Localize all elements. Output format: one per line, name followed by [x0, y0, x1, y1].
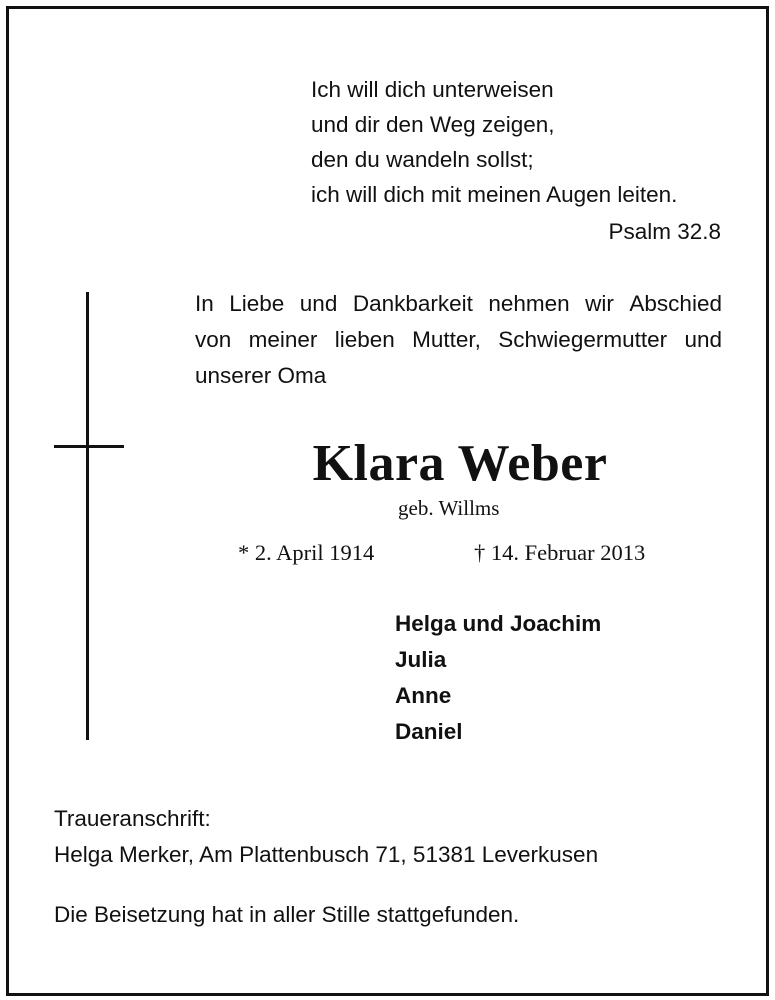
verse-line: und dir den Weg zeigen,: [311, 112, 555, 137]
address-label: Traueranschrift:: [54, 806, 211, 831]
intro-line-2: [195, 322, 722, 358]
intro-word: nehmen: [488, 291, 570, 316]
intro-word: lieben: [334, 327, 395, 352]
intro-word: Mutter,: [412, 327, 481, 352]
intro-word: meiner: [248, 327, 318, 352]
intro-text: [195, 286, 722, 394]
mourner: Daniel: [395, 719, 463, 744]
intro-word: Abschied: [629, 291, 722, 316]
burial-note: Die Beisetzung hat in aller Stille stattgefunden.: [54, 902, 520, 927]
verse-line: Ich will dich unterweisen: [311, 77, 554, 102]
intro-word: Dankbarkeit: [352, 291, 473, 316]
birth-date: * 2. April 1914: [238, 540, 375, 565]
verse-line: ich will dich mit meinen Augen leiten.: [311, 182, 678, 207]
intro-word: und: [299, 291, 338, 316]
mourner: Julia: [395, 647, 447, 672]
cross-icon: [86, 292, 89, 740]
mourner: Helga und Joachim: [395, 611, 602, 636]
maiden-name: geb. Willms: [398, 496, 500, 520]
intro-word: wir: [585, 291, 614, 316]
mourner: Anne: [395, 683, 452, 708]
deceased-name: Klara Weber: [312, 435, 608, 492]
death-date: † 14. Februar 2013: [474, 540, 646, 565]
bible-verse: [311, 72, 677, 212]
intro-line-1: [195, 286, 722, 322]
intro-word: und: [684, 327, 722, 352]
verse-reference: Psalm 32.8: [608, 219, 721, 244]
intro-word: Liebe: [229, 291, 285, 316]
intro-word: In: [195, 291, 214, 316]
intro-line-3: unserer Oma: [195, 363, 327, 388]
verse-line: den du wandeln sollst;: [311, 147, 534, 172]
intro-word: von: [195, 327, 232, 352]
mourners-list: [395, 606, 601, 750]
address: Helga Merker, Am Plattenbusch 71, 51381 Leverkusen: [54, 842, 599, 867]
intro-word: Schwiegermutter: [498, 327, 668, 352]
